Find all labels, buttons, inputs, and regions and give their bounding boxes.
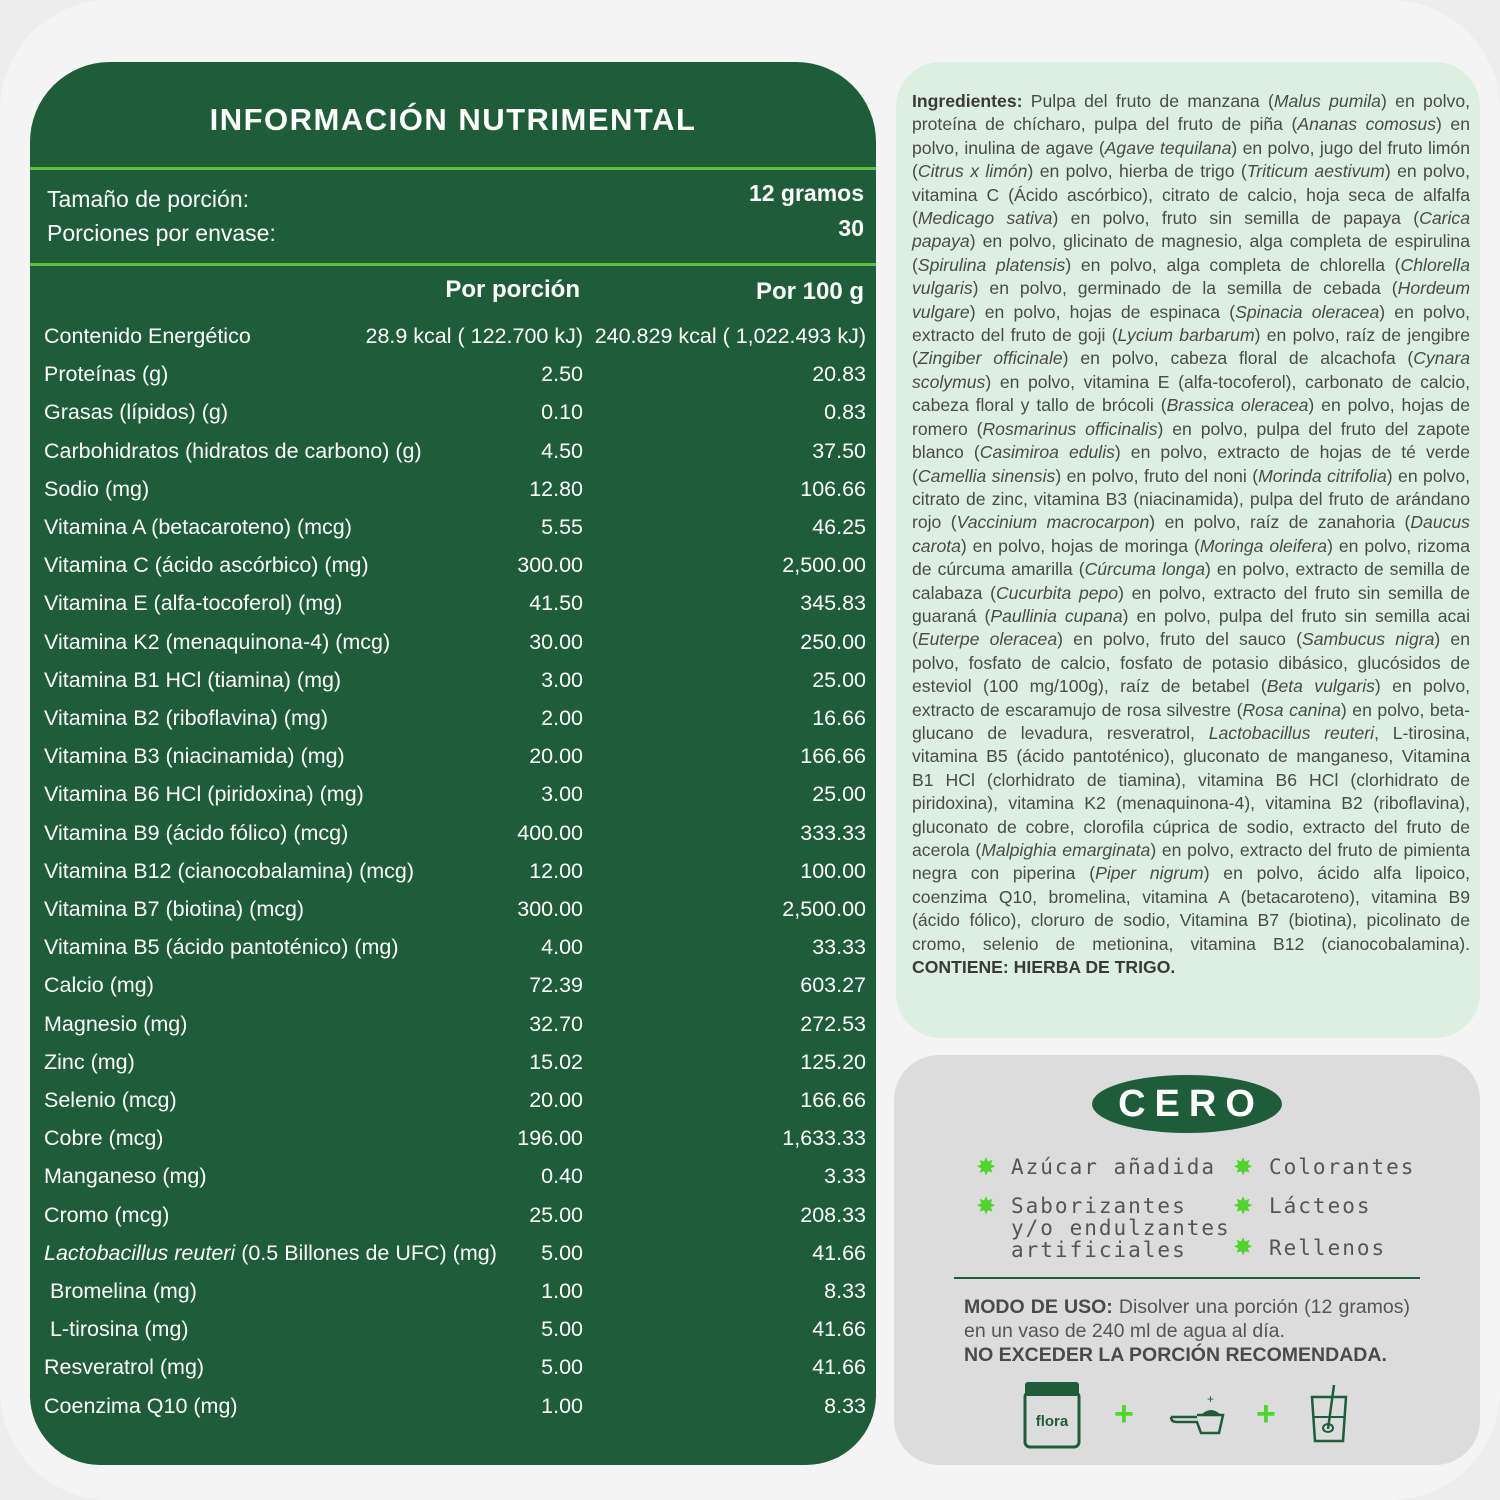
scientific-name: Rosmarinus officinalis — [982, 418, 1158, 439]
nutrient-name-text: Contenido Energético — [44, 324, 251, 348]
ingredients-text-segment: ) en polvo, raíz de zanahoria ( — [1149, 512, 1411, 533]
ingredients-text-segment: ) en polvo, fosfato de calcio, fosfato de potasio dibásico, glucósidos de esteviol (100 mg/100g), raíz de betabel ( — [912, 629, 1470, 697]
ingredients-text-segment: ) en polvo, extracto del fruto de pimienta negra con piperina ( — [912, 840, 1471, 884]
nutrient-name-italic: Lactobacillus reuteri — [44, 1240, 236, 1265]
per-100g-value: 41.66 — [812, 1317, 866, 1342]
servings-label: Porciones por envase: — [47, 220, 276, 246]
nutrient-name-text: Sodio (mg) — [44, 476, 150, 501]
table-row — [44, 1317, 866, 1355]
jar-icon — [1022, 1380, 1082, 1450]
nutrient-name — [44, 400, 228, 425]
scientific-name: Beta vulgaris — [1266, 676, 1375, 697]
scientific-name: Cucurbita pepo — [995, 582, 1119, 603]
per-100g-value: 106.66 — [800, 476, 866, 501]
nutrient-name-text: Vitamina E (alfa-tocoferol) (mg) — [44, 591, 343, 616]
scientific-name: Piper nigrum — [1095, 863, 1204, 884]
nutrient-name-text: Proteínas (g) — [44, 362, 169, 387]
per-100g-value: 33.33 — [812, 935, 866, 960]
column-header-per-100g: Por 100 g — [755, 278, 864, 305]
per-serving-value: 72.39 — [529, 973, 583, 998]
per-100g-value: 345.83 — [800, 591, 866, 616]
table-row — [44, 668, 866, 706]
ingredients-text-segment: ) en polvo, jugo del fruto limón ( — [912, 137, 1470, 182]
ingredients-text-segment: , L-tirosina, vitamina B5 (ácido pantoténico), gluconato de manganeso, Vitamina B1 HCl (clorhidrato de tiamina), vitamina B6 HCl (clorhidrato de piridoxina), vitamina K2 (menaquinona-4), vitamina B2 (riboflavina), gluconato de cobre, clorofila cúprica de sodio, extracto del fruto de acerola ( — [912, 722, 1470, 860]
nutrient-name-text: Vitamina B7 (biotina) (mcg) — [44, 897, 305, 921]
nutrient-name-text: Grasas (lípidos) (g) — [44, 400, 228, 425]
ingredients-text-segment: ) en polvo, raíz de jengibre ( — [912, 325, 1470, 369]
per-serving-value: 1.00 — [541, 1393, 583, 1418]
per-serving-value: 20.00 — [529, 1088, 583, 1112]
nutrient-name-text: (0.5 Billones de UFC) (mg) — [235, 1240, 497, 1265]
nutrient-name — [44, 362, 168, 387]
table-row — [44, 1203, 866, 1241]
scientific-name: Daucus carota — [912, 512, 1470, 556]
per-100g-value: 125.20 — [800, 1049, 866, 1074]
table-row — [44, 324, 866, 362]
per-100g-value: 240.829 kcal ( 1,022.493 kJ) — [594, 324, 866, 348]
scientific-name: Rosa canina — [1242, 699, 1341, 720]
ingredients-bold-text: CONTIENE: HIERBA DE TRIGO. — [912, 957, 1176, 978]
table-row — [44, 706, 866, 744]
per-100g-value: 46.25 — [812, 515, 866, 539]
per-100g-value: 25.00 — [812, 782, 866, 807]
table-row — [44, 1164, 866, 1202]
ingredients-panel — [896, 62, 1480, 1038]
table-row — [44, 1050, 866, 1088]
per-100g-value: 2,500.00 — [782, 897, 866, 921]
servings-value: 30 — [838, 215, 864, 241]
per-serving-value: 20.00 — [529, 744, 583, 769]
nutrient-name — [44, 782, 364, 807]
per-serving-value: 4.50 — [541, 438, 583, 463]
scientific-name: Medicago sativa — [917, 208, 1053, 229]
scientific-name: Morinda citrifolia — [1258, 465, 1387, 486]
ingredients-text-segment: ) en polvo, hojas de moringa ( — [960, 535, 1200, 556]
per-serving-value: 3.00 — [541, 782, 583, 807]
per-100g-value: 2,500.00 — [782, 553, 866, 578]
per-100g-value: 37.50 — [812, 438, 866, 463]
nutrient-name — [44, 515, 352, 540]
nutrient-name-text: Vitamina C (ácido ascórbico) (mg) — [44, 553, 369, 578]
scientific-name: Spinacia oleracea — [1235, 301, 1380, 322]
table-row — [44, 1241, 866, 1279]
nutrient-name — [44, 859, 414, 884]
nutrient-name — [44, 935, 399, 960]
scientific-name: Camellia sinensis — [917, 465, 1056, 486]
scientific-name: Cynara scolymus — [912, 348, 1470, 392]
table-row — [44, 362, 866, 400]
per-serving-value: 5.00 — [541, 1355, 583, 1380]
nutrient-name-text: Coenzima Q10 (mg) — [44, 1393, 238, 1418]
scientific-name: Ananas comosus — [1297, 114, 1437, 135]
ingredients-text-segment: ) en polvo, beta-glucano de levadura, resveratrol, — [912, 699, 1470, 743]
ingredients-text-segment: ) en polvo, germinado de la semilla de cebada ( — [972, 278, 1398, 299]
ingredients-text-segment: ) en polvo, rizoma de cúrcuma amarilla ( — [912, 535, 1470, 580]
nutrient-name-text: Vitamina B12 (cianocobalamina) (mcg) — [44, 858, 415, 883]
per-100g-value: 333.33 — [800, 820, 866, 845]
per-serving-value: 5.00 — [541, 1317, 583, 1342]
scientific-name: Lactobacillus reuteri — [1208, 722, 1375, 743]
cero-badge: CERO — [1092, 1075, 1282, 1133]
nutrient-name — [44, 1355, 204, 1380]
per-100g-value: 272.53 — [800, 1011, 866, 1036]
usage-text: Disolver una porción (12 gramos) en un vaso de 240 ml de agua al día. — [964, 1296, 1410, 1342]
nutrition-panel — [30, 62, 876, 1465]
nutrient-name — [44, 553, 369, 578]
ingredients-text-segment: ) en polvo, fruto sin semilla de papaya ( — [1052, 208, 1420, 229]
per-serving-value: 300.00 — [517, 897, 583, 921]
nutrient-name — [44, 1050, 135, 1075]
nutrient-name-text: Vitamina B5 (ácido pantoténico) (mg) — [44, 935, 399, 960]
scientific-name: Agave tequilana — [1104, 137, 1232, 158]
plus-icon: + — [1114, 1395, 1134, 1433]
table-row — [44, 1394, 866, 1432]
scientific-name: Casimiroa edulis — [979, 442, 1115, 463]
nutrition-title: INFORMACIÓN NUTRIMENTAL — [209, 102, 697, 137]
scientific-name: Paullinia cupana — [990, 605, 1123, 626]
per-serving-value: 0.10 — [541, 400, 583, 425]
column-header-per-serving: Por porción — [445, 276, 580, 303]
nutrient-name — [44, 706, 328, 731]
table-row — [44, 1012, 866, 1050]
ingredients-text-segment: ) en polvo, vitamina E (alfa-tocoferol), carbonato de calcio, cabeza floral y tallo de brócoli ( — [912, 371, 1470, 416]
per-serving-value: 400.00 — [517, 820, 583, 845]
svg-text:+: + — [1207, 1393, 1215, 1406]
nutrient-name-text: Vitamina B6 HCl (piridoxina) (mg) — [44, 782, 364, 807]
per-100g-value: 25.00 — [812, 667, 866, 692]
per-serving-value: 2.00 — [541, 706, 583, 730]
per-serving-value: 5.55 — [541, 515, 583, 539]
usage-label: MODO DE USO: — [964, 1296, 1113, 1318]
per-100g-value: 603.27 — [800, 973, 866, 998]
per-serving-value: 32.70 — [529, 1011, 583, 1036]
divider — [30, 263, 876, 266]
per-100g-value: 8.33 — [824, 1279, 866, 1303]
nutrient-name — [44, 897, 304, 922]
per-100g-value: 1,633.33 — [782, 1126, 866, 1151]
scientific-name: Cúrcuma longa — [1084, 559, 1206, 580]
ingredients-text-segment: ) en polvo, alga completa de chlorella ( — [1065, 254, 1401, 275]
usage-instructions — [964, 1295, 1410, 1367]
burst-icon: ✸ — [1233, 1154, 1254, 1181]
scientific-name: Moringa oleifera — [1199, 535, 1328, 556]
nutrient-name — [44, 744, 345, 769]
cero-item: Saborizantes y/o endulzantes artificiales — [1011, 1194, 1231, 1262]
nutrient-name — [44, 630, 390, 655]
scientific-name: Malpighia emarginata — [981, 840, 1151, 860]
burst-icon: ✸ — [1233, 1234, 1254, 1261]
per-100g-value: 250.00 — [800, 629, 866, 654]
scientific-name: Hordeum vulgare — [912, 278, 1470, 322]
table-row — [44, 821, 866, 859]
ingredients-text-segment: ) en polvo, extracto del fruto sin semilla de guaraná ( — [912, 582, 1470, 626]
nutrient-name — [44, 1088, 177, 1113]
scientific-name: Malus pumila — [1273, 91, 1381, 111]
nutrient-name — [44, 439, 422, 464]
scientific-name: Carica papaya — [912, 208, 1470, 252]
scoop-icon — [1169, 1393, 1229, 1438]
nutrient-name-text: Selenio (mcg) — [44, 1088, 177, 1112]
ingredients-text — [912, 90, 1470, 979]
nutrient-name-text: Carbohidratos (hidratos de carbono) (g) — [44, 438, 422, 463]
ingredients-text-segment: ) en polvo, extracto de hojas de té verde ( — [912, 442, 1470, 486]
nutrient-name — [44, 821, 348, 846]
per-serving-value: 28.9 kcal ( 122.700 kJ) — [365, 324, 583, 348]
nutrient-name-text: Cobre (mcg) — [44, 1126, 164, 1151]
ingredients-text-segment: Pulpa del fruto de manzana ( — [1022, 91, 1274, 111]
per-100g-value: 100.00 — [800, 858, 866, 883]
nutrient-name-text: Magnesio (mg) — [44, 1011, 188, 1036]
glass-icon — [1308, 1383, 1350, 1445]
nutrient-name-text: Vitamina B3 (niacinamida) (mg) — [44, 744, 345, 769]
table-row — [44, 897, 866, 935]
per-100g-value: 166.66 — [800, 1088, 866, 1112]
ingredients-text-segment: ) en polvo, citrato de zinc, vitamina B3 (niacinamida), pulpa del fruto de arándano rojo ( — [912, 465, 1470, 533]
per-serving-value: 196.00 — [517, 1126, 583, 1151]
scientific-name: Vaccinium macrocarpon — [956, 512, 1150, 533]
per-100g-value: 41.66 — [812, 1355, 866, 1380]
nutrient-name — [44, 973, 154, 998]
per-100g-value: 3.33 — [824, 1164, 866, 1189]
nutrient-name-text: L-tirosina (mg) — [44, 1317, 189, 1342]
ingredients-text-segment: ) en polvo, hojas de espinaca ( — [969, 301, 1236, 322]
nutrient-name — [44, 1279, 197, 1304]
table-row — [44, 744, 866, 782]
nutrient-name — [44, 1203, 169, 1228]
nutrient-name-text: Vitamina B2 (riboflavina) (mg) — [44, 706, 328, 730]
table-row — [44, 477, 866, 515]
table-row — [44, 1355, 866, 1393]
plus-icon: + — [1256, 1395, 1276, 1433]
scientific-name: Brassica oleracea — [1166, 395, 1309, 416]
per-serving-value: 5.00 — [541, 1240, 583, 1265]
table-row — [44, 553, 866, 591]
nutrient-name-text: Vitamina B1 HCl (tiamina) (mg) — [44, 667, 342, 692]
ingredients-text-segment: ) en polvo, vitamina C (Ácido ascórbico), citrato de calcio, hoja seca de alfalfa ( — [912, 161, 1470, 229]
nutrient-name-text: Vitamina B9 (ácido fólico) (mcg) — [44, 820, 349, 845]
scientific-name: Citrus x limón — [917, 161, 1028, 182]
scientific-name: Spirulina platensis — [917, 254, 1066, 275]
nutrient-name — [44, 1126, 163, 1151]
table-row — [44, 439, 866, 477]
table-row — [44, 1279, 866, 1317]
nutrient-name-text: Manganeso (mg) — [44, 1164, 207, 1189]
table-row — [44, 782, 866, 820]
scientific-name: Chlorella vulgaris — [912, 254, 1470, 299]
ingredients-text-segment: ) en polvo, pulpa del fruto del zapote blanco ( — [912, 418, 1470, 463]
nutrient-name — [44, 591, 342, 616]
ingredients-text-segment: ) en polvo, extracto de semilla de calabaza ( — [912, 559, 1470, 603]
nutrient-name — [44, 324, 251, 349]
nutrient-name — [44, 477, 149, 502]
table-row — [44, 973, 866, 1011]
nutrient-name — [44, 1012, 187, 1037]
per-serving-value: 30.00 — [529, 629, 583, 654]
nutrient-name-text: Cromo (mcg) — [44, 1202, 170, 1227]
nutrient-name — [44, 1317, 189, 1342]
table-row — [44, 859, 866, 897]
ingredients-text-segment: ) en polvo, inulina de agave ( — [912, 114, 1470, 158]
scientific-name: Euterpe oleracea — [917, 629, 1058, 650]
scientific-name: Zingiber officinale — [917, 348, 1063, 369]
table-row — [44, 400, 866, 438]
per-100g-value: 41.66 — [812, 1240, 866, 1265]
ingredients-text-segment: ) en polvo, hierba de trigo ( — [1027, 161, 1247, 182]
per-serving-value: 4.00 — [541, 935, 583, 960]
per-serving-value: 15.02 — [529, 1049, 583, 1074]
per-100g-value: 20.83 — [812, 362, 866, 387]
cero-panel — [894, 1055, 1480, 1465]
per-serving-value: 1.00 — [541, 1279, 583, 1303]
serving-size-label: Tamaño de porción: — [47, 186, 250, 212]
per-serving-value: 0.40 — [541, 1164, 583, 1189]
per-serving-value: 25.00 — [529, 1202, 583, 1227]
table-row — [44, 515, 866, 553]
burst-icon: ✸ — [1233, 1193, 1254, 1220]
scientific-name: Triticum aestivum — [1246, 161, 1385, 182]
per-serving-value: 41.50 — [529, 591, 583, 616]
nutrient-name-text: Resveratrol (mg) — [44, 1355, 205, 1380]
ingredients-text-segment: ) en polvo, ácido alfa lipoico, coenzima Q10, bromelina, vitamina A (betacaroteno), vitamina B9 (ácido fólico), cloruro de sodio, Vitamina B7 (biotina), picolinato de cromo, selenio de metionina, vitamina B12 (cianocobalamina). — [912, 863, 1470, 954]
ingredients-text-segment: ) en polvo, pulpa del fruto sin semilla acai ( — [912, 605, 1470, 650]
per-serving-value: 3.00 — [541, 667, 583, 692]
per-100g-value: 0.83 — [824, 400, 866, 425]
table-row — [44, 1126, 866, 1164]
per-serving-value: 12.80 — [529, 476, 583, 501]
per-serving-value: 2.50 — [541, 362, 583, 387]
nutrient-name-text: Vitamina K2 (menaquinona-4) (mcg) — [44, 629, 391, 654]
divider — [30, 167, 876, 170]
nutrient-name — [44, 1164, 207, 1189]
burst-icon: ✸ — [976, 1154, 997, 1181]
burst-icon: ✸ — [976, 1193, 997, 1220]
ingredients-text-segment: ) en polvo, hojas de romero ( — [912, 395, 1471, 439]
ingredients-text-segment: ) en polvo, fruto del noni ( — [1055, 465, 1259, 486]
serving-size-value: 12 gramos — [748, 180, 864, 206]
table-row — [44, 591, 866, 629]
divider — [954, 1277, 1420, 1279]
scientific-name: Lycium barbarum — [1117, 325, 1255, 346]
per-100g-value: 166.66 — [800, 744, 866, 769]
cero-item: Colorantes — [1269, 1155, 1416, 1179]
nutrient-name-text: Vitamina A (betacaroteno) (mcg) — [44, 515, 352, 539]
ingredients-bold-text: Ingredientes: — [912, 91, 1023, 111]
jar-logo: flora — [1035, 1413, 1069, 1430]
ingredients-text-segment: ) en polvo, fruto del sauco ( — [1057, 629, 1302, 650]
nutrient-name-text: Zinc (mg) — [44, 1049, 135, 1074]
ingredients-text-segment: ) en polvo, glicinato de magnesio, alga completa de espirulina ( — [912, 231, 1470, 275]
per-serving-value: 300.00 — [517, 553, 583, 578]
per-serving-value: 12.00 — [529, 858, 583, 883]
table-row — [44, 1088, 866, 1126]
ingredients-text-segment: ) en polvo, extracto de escaramujo de rosa silvestre ( — [912, 676, 1471, 720]
per-100g-value: 8.33 — [824, 1393, 866, 1418]
nutrient-name — [44, 1241, 497, 1266]
nutrient-name — [44, 1394, 238, 1419]
cero-item: Rellenos — [1269, 1236, 1387, 1260]
usage-warning: NO EXCEDER LA PORCIÓN RECOMENDADA. — [964, 1344, 1387, 1366]
cero-item: Azúcar añadida — [1011, 1155, 1217, 1179]
ingredients-text-segment: ) en polvo, cabeza floral de alcachofa ( — [1062, 348, 1414, 369]
nutrient-name-text: Calcio (mg) — [44, 973, 154, 998]
table-row — [44, 630, 866, 668]
nutrient-name-text: Bromelina (mg) — [44, 1279, 197, 1303]
ingredients-text-segment: ) en polvo, extracto del fruto de goji ( — [912, 301, 1471, 346]
scientific-name: Sambucus nigra — [1301, 629, 1435, 650]
ingredients-text-segment: ) en polvo, proteína de chícharo, pulpa del fruto de piña ( — [912, 91, 1471, 135]
nutrient-name — [44, 668, 341, 693]
cero-item: Lácteos — [1269, 1194, 1372, 1218]
per-100g-value: 16.66 — [812, 706, 866, 730]
per-100g-value: 208.33 — [800, 1202, 866, 1227]
table-row — [44, 935, 866, 973]
